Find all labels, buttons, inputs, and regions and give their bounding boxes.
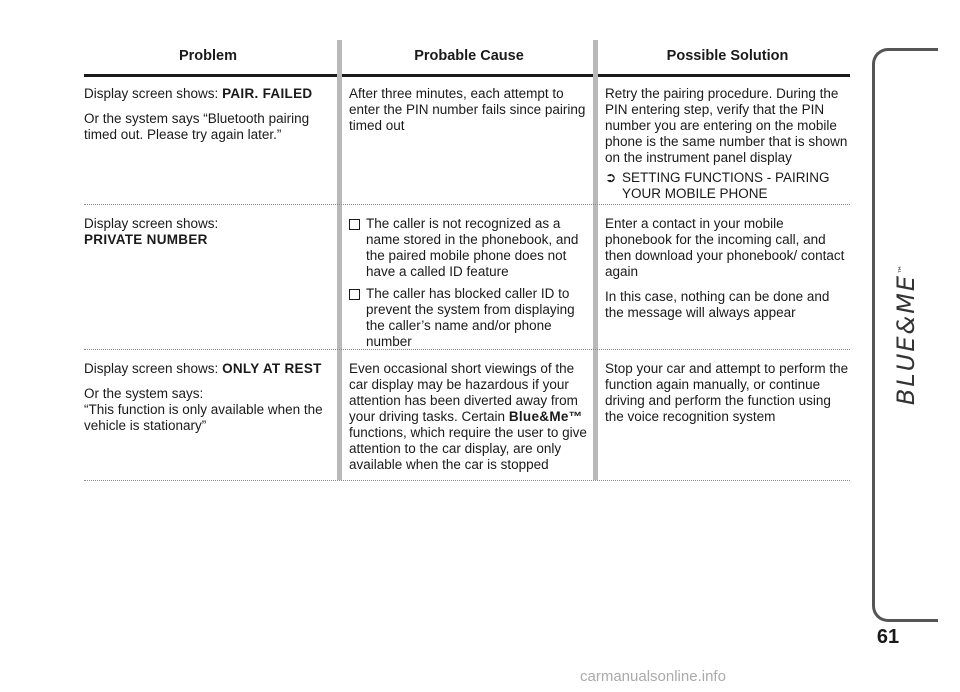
problem-cell — [84, 361, 332, 443]
header-probable-cause: Probable Cause — [414, 48, 524, 64]
list-item: The caller has blocked caller ID to prevent the system from displaying the caller’s name and/or phone number — [349, 286, 589, 350]
solution-text: Enter a contact in your mobile phonebook for the incoming call, and then download your phonebook/ contact again — [605, 216, 845, 279]
table-row — [84, 349, 850, 481]
cross-reference — [605, 170, 850, 202]
reference-text: SETTING FUNCTIONS - PAIRING YOUR MOBILE PHONE — [622, 170, 830, 201]
watermark: carmanualsonline.info — [580, 668, 726, 685]
problem-alt: “This function is only available when the vehicle is stationary” — [84, 402, 323, 433]
checkbox-bullet-icon — [349, 289, 360, 300]
checkbox-bullet-icon — [349, 219, 360, 230]
problem-cell — [84, 216, 332, 257]
solution-cell — [605, 216, 850, 330]
cause-cell — [349, 86, 589, 143]
cause-text: After three minutes, each attempt to enter the PIN number fails since pairing timed out — [349, 86, 586, 133]
blue-and-me-logo: BLUE&ME™ — [892, 262, 920, 406]
brand-name: Blue&Me™ — [508, 409, 583, 424]
problem-cell — [84, 86, 332, 152]
solution-text: Stop your car and attempt to perform the function again manually, or continue driving and perform the function using the voice recognition system — [605, 361, 849, 424]
solution-text: In this case, nothing can be done and the message will always appear — [605, 289, 830, 320]
problem-alt: Or the system says: — [84, 386, 204, 401]
page-number: 61 — [876, 626, 900, 648]
cause-cell: Even occasional short viewings of the car display may be hazardous if your attention has been diverted away from your driving tasks. Certain Blue&Me™ functions, which require the user to give attention to the car display, are only available when the car is stopped — [349, 361, 587, 472]
table-row — [84, 74, 850, 205]
problem-lead: Display screen shows: — [84, 361, 223, 376]
list-item: The caller is not recognized as a name stored in the phonebook, and the paired mobile phone does not have a called ID feature — [349, 216, 589, 280]
solution-cell — [605, 361, 850, 434]
header-problem: Problem — [178, 48, 237, 64]
solution-text: Retry the pairing procedure. During the PIN entering step, verify that the PIN number you are entering on the mobile phone is the same number that is shown on the instrument panel display — [605, 86, 848, 165]
problem-code: PAIR. FAILED — [222, 86, 313, 101]
problem-lead: Display screen shows: — [84, 216, 219, 231]
problem-alt: Or the system says “Bluetooth pairing timed out. Please try again later.” — [84, 111, 310, 142]
problem-lead: Display screen shows: — [84, 86, 223, 101]
problem-code: PRIVATE NUMBER — [84, 232, 208, 247]
table-header — [84, 40, 850, 77]
arrow-icon: ➲ — [605, 170, 617, 185]
header-possible-solution: Possible Solution — [666, 48, 789, 64]
table-row — [84, 204, 850, 350]
cause-cell — [349, 216, 589, 356]
troubleshooting-table — [84, 40, 850, 77]
problem-code: ONLY AT REST — [222, 361, 322, 376]
solution-cell — [605, 86, 850, 202]
